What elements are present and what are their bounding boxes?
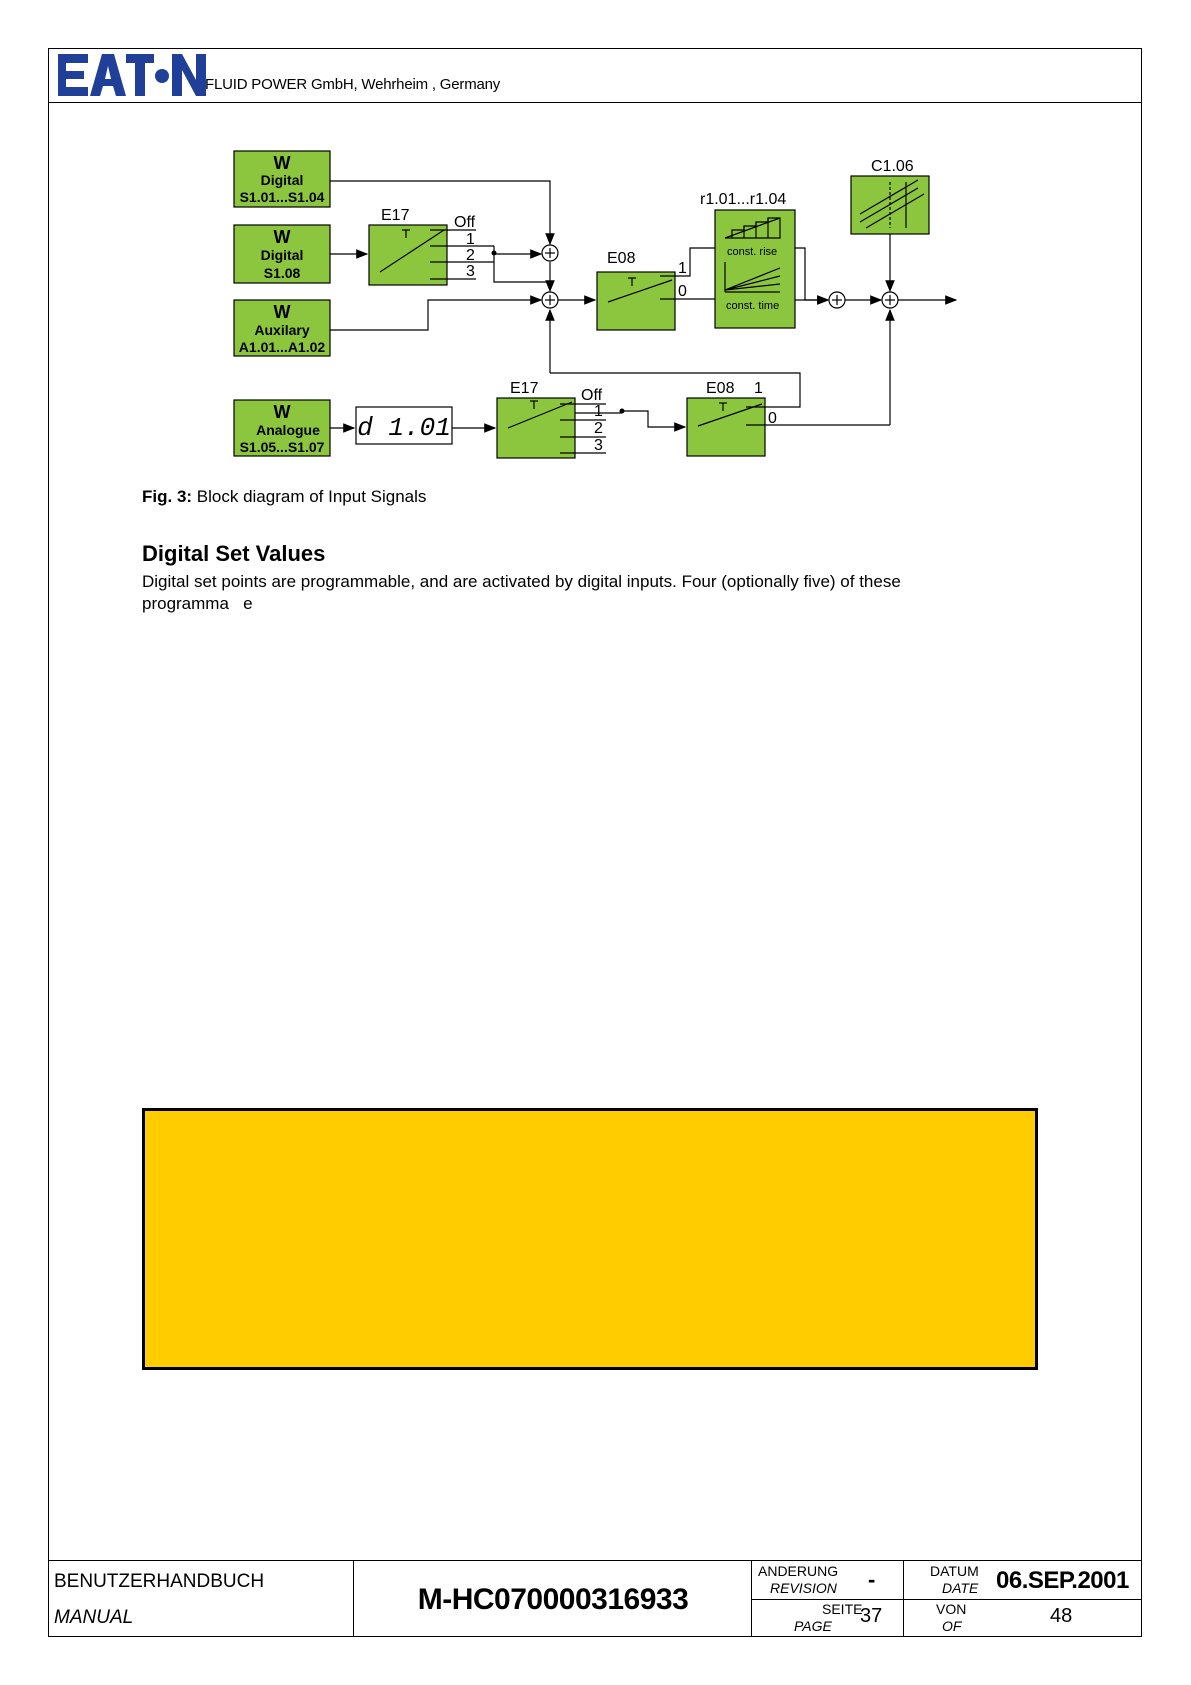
- d101-display: [356, 407, 452, 444]
- figure-caption-text: Block diagram of Input Signals: [192, 487, 427, 506]
- svg-text:W: W: [273, 302, 291, 322]
- figure-caption-label: Fig. 3:: [142, 487, 193, 506]
- c106-block: [851, 158, 929, 234]
- warning-box: [142, 1108, 1038, 1370]
- page-label-de: SEITE: [822, 1601, 863, 1617]
- document-number: M-HC070000316933: [417, 1583, 689, 1616]
- svg-text:1: 1: [594, 403, 603, 420]
- svg-text:S1.01...S1.04: S1.01...S1.04: [239, 189, 325, 205]
- footer-doc-cell: [354, 1561, 752, 1637]
- svg-text:A1.01...A1.02: A1.01...A1.02: [238, 339, 326, 355]
- svg-text:0: 0: [678, 283, 687, 300]
- svg-text:W: W: [273, 153, 291, 173]
- of-label-de: VON: [936, 1601, 967, 1617]
- w-auxilary-block: [234, 300, 330, 356]
- svg-text:r1.01...r1.04: r1.01...r1.04: [700, 191, 787, 208]
- svg-text:0: 0: [768, 410, 777, 427]
- svg-text:3: 3: [594, 437, 603, 454]
- summing-junction-1: [542, 245, 558, 261]
- w-digital-block-1: [234, 151, 330, 207]
- figure-caption: [142, 487, 426, 507]
- svg-text:const. time: const. time: [726, 300, 780, 312]
- svg-text:Digital: Digital: [260, 172, 304, 188]
- footer-manual-cell: [48, 1561, 354, 1637]
- date-label-en: DATE: [942, 1580, 979, 1596]
- revision-label-en: REVISION: [770, 1580, 837, 1596]
- svg-text:const. rise: const. rise: [727, 246, 778, 258]
- summing-junction-4: [882, 292, 898, 308]
- revision-label-de: ANDERUNG: [758, 1563, 839, 1579]
- svg-text:E08: E08: [607, 250, 636, 267]
- svg-text:E17: E17: [510, 380, 539, 397]
- body-line-1: Digital set points are programmable, and are activated by digital inputs. Four (optionally five) of these: [142, 572, 901, 591]
- of-label-en: OF: [942, 1618, 962, 1634]
- page-footer: [48, 1560, 1142, 1637]
- svg-text:W: W: [273, 402, 291, 422]
- svg-text:d 1.01: d 1.01: [357, 413, 451, 443]
- w-digital-block-2: [234, 225, 330, 283]
- footer-revision-cell: [752, 1561, 904, 1637]
- total-pages: 48: [1050, 1605, 1073, 1627]
- date-value: 06.SEP.2001: [996, 1567, 1129, 1594]
- ramp-block: [700, 191, 795, 328]
- svg-text:Off: Off: [581, 387, 603, 404]
- svg-text:1: 1: [466, 231, 475, 248]
- svg-text:2: 2: [594, 420, 603, 437]
- company-name: FLUID POWER GmbH, Wehrheim , Germany: [205, 76, 501, 93]
- svg-text:Analogue: Analogue: [256, 422, 320, 438]
- svg-text:Auxilary: Auxilary: [254, 322, 310, 338]
- date-label-de: DATUM: [930, 1563, 979, 1579]
- footer-manual-de: BENUTZERHANDBUCH: [54, 1571, 265, 1592]
- w-analogue-block: [234, 400, 330, 456]
- svg-text:1: 1: [754, 380, 763, 397]
- svg-text:E17: E17: [381, 207, 410, 224]
- section-title: Digital Set Values: [142, 541, 326, 566]
- summing-junction-2: [542, 292, 558, 308]
- svg-text:2: 2: [466, 247, 475, 264]
- footer-manual-en: MANUAL: [54, 1607, 134, 1628]
- summing-junction-3: [829, 292, 845, 308]
- e17-switch-bottom: [497, 380, 625, 458]
- e17-switch-top: [369, 207, 497, 285]
- svg-text:S1.05...S1.07: S1.05...S1.07: [239, 439, 325, 455]
- svg-text:3: 3: [466, 263, 475, 280]
- footer-date-cell: [904, 1561, 1142, 1637]
- block-diagram: [0, 0, 1191, 480]
- svg-text:S1.08: S1.08: [263, 265, 301, 281]
- svg-text:Digital: Digital: [260, 247, 304, 263]
- e08-switch-top: [597, 248, 715, 330]
- svg-text:1: 1: [678, 260, 687, 277]
- page-label-en: PAGE: [794, 1618, 832, 1634]
- page-number: 37: [860, 1605, 883, 1627]
- svg-text:W: W: [273, 227, 291, 247]
- section-body: [142, 571, 1042, 615]
- revision-value: -: [868, 1567, 876, 1592]
- body-line-2: programma e: [142, 594, 253, 613]
- svg-text:E08: E08: [706, 380, 735, 397]
- svg-text:C1.06: C1.06: [871, 158, 914, 175]
- svg-text:Off: Off: [454, 214, 476, 231]
